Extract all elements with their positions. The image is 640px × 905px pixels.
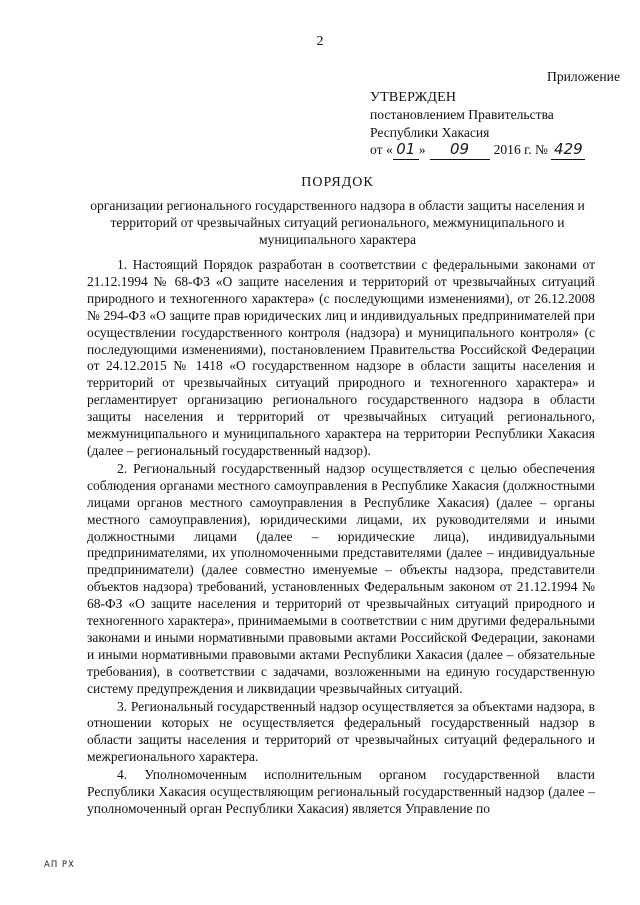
paragraph-2: 2. Региональный государственный надзор осуществляется с целью обеспечения соблюдения органами местного самоуправления в Республике Хакасия (должностными лицами органов местного самоуправления в Республике Хакасия) (далее – органы местного самоуправления), юридическими лицами, их руководителями и иными должностными лицами (далее – юридические лица), индивидуальными предпринимателями, их уполномоченными представителями (далее – индивидуальные предприниматели) (далее совместно именуемые – объекты надзора, представители объектов надзора) требований, установленных Федеральным законом от 21.12.1994 № 68-ФЗ «О защите населения и территорий от чрезвычайных ситуаций природного и техногенного характера», принимаемыми в соответствии с ним другими федеральными законами и иными нормативными правовыми актами Российской Федерации, законами и иными нормативными правовыми актами Республики Хакасия (далее – обязательные требования), в соответствии с задачами, возложенными на единую государственную систему предупреждения и ликвидации чрезвычайных ситуаций. bbox=[87, 460, 595, 696]
paragraph-3: 3. Региональный государственный надзор осуществляется за объектами надзора, в отношении которых не осуществляется федеральный государственный надзор в области защиты населения и территорий от чрезвычайных ситуаций федерального и межрегионального характера. bbox=[87, 698, 595, 765]
handwritten-month: 09 bbox=[430, 141, 490, 160]
title-heading: ПОРЯДОК bbox=[301, 175, 374, 190]
page-number: 2 bbox=[316, 34, 324, 49]
title-subtitle: организации регионального государственного надзора в области защиты населения и территорий от чрезвычайных ситуаций регионального, межмуниципального и муниципального характера bbox=[90, 198, 585, 247]
approved-label: УТВЕРЖДЕН bbox=[370, 89, 457, 105]
date-mid: » bbox=[418, 142, 426, 157]
year-text: 2016 г. № bbox=[493, 142, 548, 157]
approval-line-1: постановлением Правительства bbox=[370, 107, 554, 122]
approval-stamp bbox=[370, 68, 620, 160]
approval-date-line bbox=[370, 141, 620, 160]
document-title bbox=[80, 174, 595, 248]
footer-mark: АП РХ bbox=[44, 860, 75, 870]
appendix-label: Приложение bbox=[547, 69, 620, 84]
date-prefix: от « bbox=[370, 142, 393, 157]
approval-line-2: Республики Хакасия bbox=[370, 124, 490, 140]
handwritten-day: 01 bbox=[393, 141, 419, 160]
paragraph-4: 4. Уполномоченным исполнительным органом государственной власти Республики Хакасия осуществляющим региональный государственный надзор (далее – уполномоченный орган Республики Хакасия) является Управление по bbox=[87, 767, 595, 816]
handwritten-number: 429 bbox=[551, 141, 585, 160]
paragraph-1: 1. Настоящий Порядок разработан в соответствии с федеральными законами от 21.12.1994 № 68-ФЗ «О защите населения и территорий от чрезвычайных ситуаций природного и техногенного характера» (с последующими изменениями), от 26.12.2008 № 294-ФЗ «О защите прав юридических лиц и индивидуальных предпринимателей при осуществлении государственного контроля (надзора) и муниципального контроля» (с последующими изменениями), постановлением Правительства Российской Федерации от 24.12.2015 № 1418 «О государственном надзоре в области защиты населения и территорий от чрезвычайных ситуаций природного и техногенного характера» и регламентирует организацию регионального государственного надзора в области защиты населения и территорий от чрезвычайных ситуаций регионального, межмуниципального и муниципального характера на территории Республики Хакасия (далее – региональный государственный надзор). bbox=[87, 257, 595, 458]
document-body bbox=[87, 257, 595, 819]
